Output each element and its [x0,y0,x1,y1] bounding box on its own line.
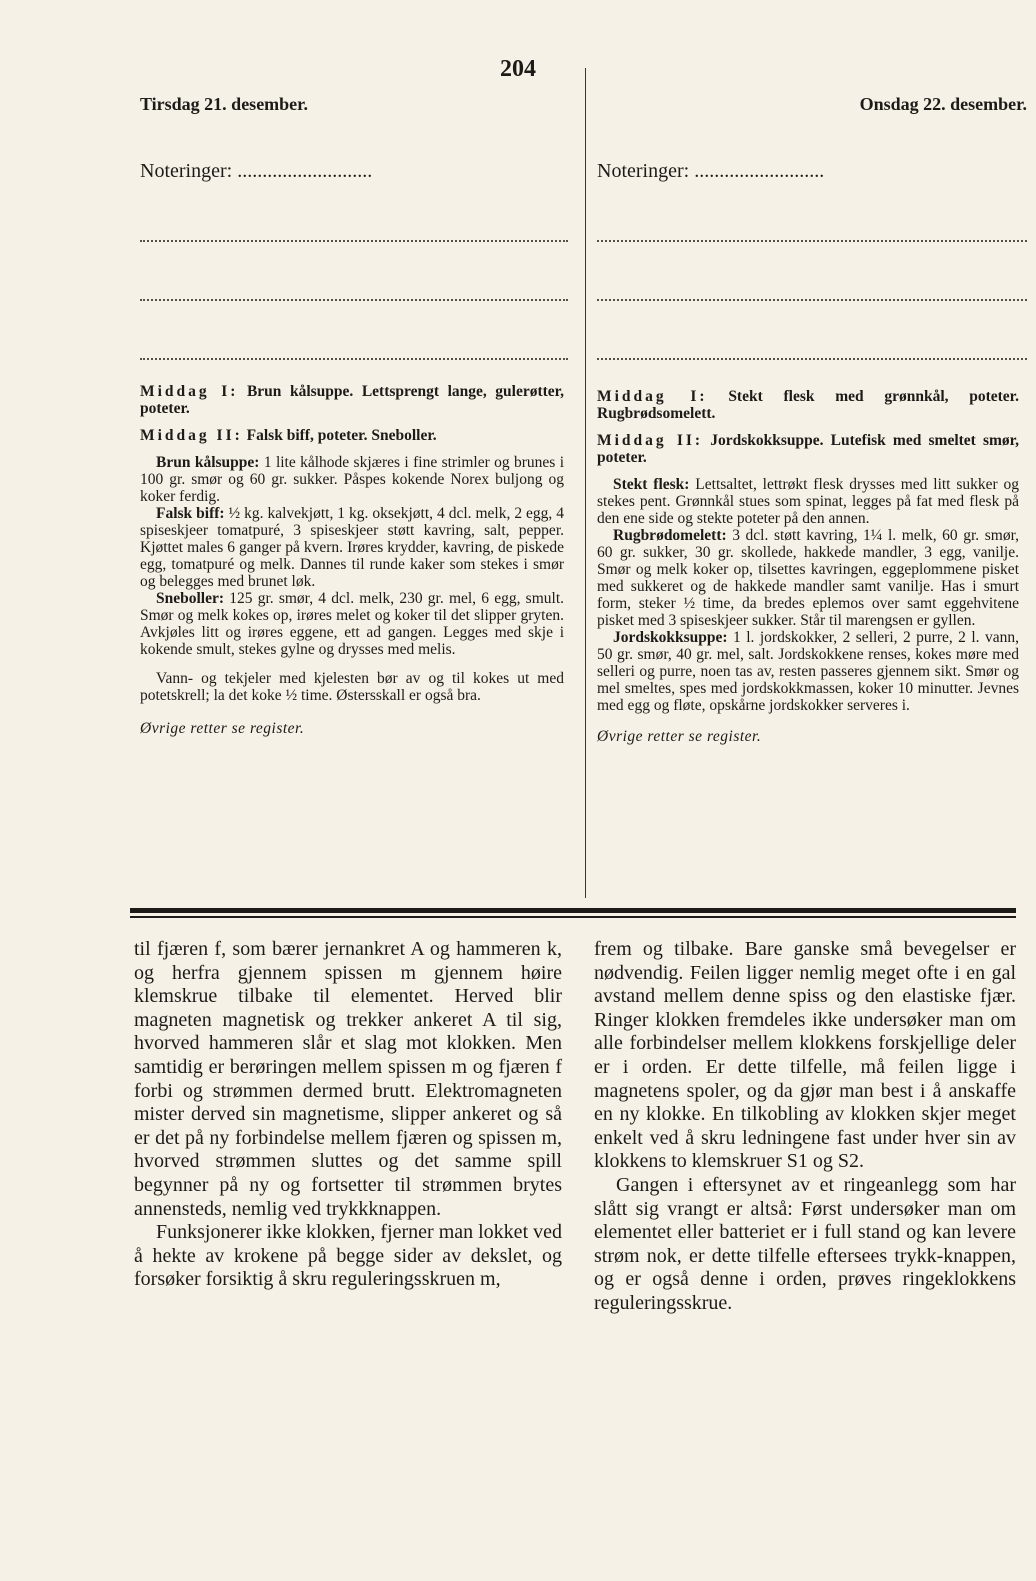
right-recipe-2-text: 3 dcl. støtt kavring, 1¼ l. melk, 60 gr. smør, 60 gr. sukker, 30 gr. skollede, hakkede mandler, 3 egg, vanilje. Smør og melk koker op, tilsettes kavringen, eggeplommene pisket med sukkeret og de hakkede mandler samt vanilje. Has i smurt form, steker ½ time, da bredes eplemos over samt eggehvitene pisket med 3 spiseskjeer sukker. Står til marengsen er gyllen. [597,527,1019,629]
left-recipe-1-name: Brun kålsuppe: [156,454,260,471]
right-recipe-3 [597,629,1019,714]
left-register-note: Øvrige retter se register. [140,719,305,737]
right-menu-1-label: Middag I: [597,388,708,405]
left-menu-2-label: Middag II: [140,427,243,444]
left-notes-line-1 [140,238,568,242]
right-menu-1 [597,388,1019,422]
right-recipe-3-text: 1 l. jordskokker, 2 selleri, 2 purre, 2 l. vann, 50 gr. smør, 40 gr. mel, salt. Jordskokkene renses, kokes møre med selleri og purre, noen tas av, resten passeres gjennem sikt. Smør og mel smeltes, spes med jordskokkmassen, koker 10 minutter. Jevnes med egg og fløte, opskårne jordskokker serveres i. [597,629,1019,714]
left-notes-line-3 [140,356,568,360]
body-text-right [594,938,1016,1316]
left-menu-1-label: Middag I: [140,383,239,400]
right-menu-1-text: Stekt flesk med grønnkål, poteter. Rugbrødsomelett. [597,388,1019,422]
left-notes-text: Noteringer: [140,160,233,182]
right-recipe-1-name: Stekt flesk: [613,476,690,493]
body-text-left [134,938,562,1292]
right-notes-line-3 [597,356,1027,360]
right-recipe-1 [597,476,1019,527]
left-household-tip: Vann- og tekjeler med kjelesten bør av og til kokes ut med potetskrell; la det koke ½ time. Østersskall er også bra. [140,670,564,704]
right-recipe-2-name: Rugbrødomelett: [613,527,727,544]
right-menu-2 [597,432,1019,466]
right-menu-2-label: Middag II: [597,432,704,449]
right-day-date: Onsdag 22. desember. [859,94,1027,114]
body-left-paragraph-2: Funksjonerer ikke klokken, fjerner man lokket ved å hekte av krokene på begge sider av dekslet, og forsøker forsiktig å skru reguleringsskruen m, [134,1221,562,1291]
column-divider [585,68,586,898]
left-recipe-1-text: 1 lite kålhode skjæres i fine strimler og brunes i 100 gr. smør og 60 gr. sukker. Påspes kokende Norex buljong og koker ferdig. [140,454,565,505]
left-menu [140,383,564,737]
body-right-paragraph-2: Gangen i eftersynet av et ringeanlegg som har slått sig vrangt er altså: Først undersøker man om elementet eller batteriet er i full stand og kan levere strøm nok, er dette tilfelle eftersees trykk-knappen, og er også denne i orden, prøves ringeklokkens reguleringsskrue. [594,1173,1016,1314]
right-menu-2-text: Jordskokksuppe. Lutefisk med smeltet smør, poteter. [597,432,1020,466]
left-menu-2 [140,427,564,444]
left-menu-1-text: Brun kålsuppe. Lettsprengt lange, gulerøtter, poteter. [140,383,565,417]
left-recipe-2 [140,505,564,590]
page-number: 204 [500,56,536,82]
right-notes-dots: .......................... [689,160,825,182]
left-menu-1 [140,383,564,417]
right-recipe-1-text: Lettsaltet, lettrøkt flesk drysses med litt sukker og stekes pent. Grønnkål stues som spinat, legges på fat med flesk på den ene side og stekte poteter på den annen. [597,476,1019,527]
left-recipe-3-text: 125 gr. smør, 4 dcl. melk, 230 gr. mel, 6 egg, smult. Smør og melk kokes op, irøres melet og koker til det slipper gryten. Avkjøles litt og irøres eggene, ett ad gangen. Legges med skje i kokende smult, stekes gylne og drysses med melis. [140,590,565,658]
right-recipe-2 [597,527,1019,629]
section-rule-thick [130,908,1016,913]
right-day-header [597,94,1027,360]
left-recipe-2-name: Falsk biff: [156,505,225,522]
left-notes-line-2 [140,297,568,301]
body-left-paragraph-1: til fjæren f, som bærer jernankret A og hammeren k, og herfra gjennem spissen m gjennem høire klemskrue tilbake til elementet. Herved blir magneten magnetisk og trekker ankeret A til sig, hvorved hammeren slår et slag mot klokken. Men samtidig er berøringen mellem spissen m og fjæren f forbi og strømmen dermed brutt. Elektromagneten mister derved sin magnetisme, slipper ankeret og så er det på ny forbindelse mellem fjæren og spissen m, hvorved strømmen sluttes og det samme spill begynner på ny og fortsetter til strømmen brytes annensteds, nemlig ved trykkknappen. [134,938,562,1220]
right-notes-text: Noteringer: [597,160,690,182]
left-day-date: Tirsdag 21. desember. [140,94,309,114]
right-notes-line-2 [597,297,1027,301]
right-notes-label [597,160,1027,183]
body-right-paragraph-1: frem og tilbake. Bare ganske små bevegelser er nødvendig. Feilen ligger nemlig meget ofte i en gal avstand mellem denne spiss og den elastiske fjær. Ringer klokken fremdeles ikke undersøker man om alle forbindelser mellem klokkens forskjellige deler er i orden. Er dette tilfelle, må feilen ligge i magnetens spoler, og da gjør man best i å anskaffe en ny klokke. En tilkobling av klokken skjer meget enkelt ved å skru ledningene fast under hver sin av klokkens to klemskruer S1 og S2. [594,938,1016,1173]
left-day-header [140,94,568,360]
left-notes-dots: ........................... [232,160,373,182]
right-register-note: Øvrige retter se register. [597,728,762,745]
left-notes-label [140,160,568,183]
right-menu [597,388,1019,745]
right-notes-line-1 [597,238,1027,242]
left-recipe-3-name: Sneboller: [156,590,225,607]
left-menu-2-text: Falsk biff, poteter. Sneboller. [246,427,437,444]
right-recipe-3-name: Jordskokksuppe: [613,629,728,646]
left-recipe-2-text: ½ kg. kalvekjøtt, 1 kg. oksekjøtt, 4 dcl. melk, 2 egg, 4 spiseskjeer tomatpuré, 3 spiseskjeer støtt kavring, salt, pepper. Kjøttet males 6 ganger på kvern. Irøres krydder, kavring, de piskede egg, tomatpuré og melk. Dannes til runde kaker som stekes i smør og belegges med brunet løk. [140,505,565,590]
left-recipe-3 [140,590,564,658]
left-recipe-1 [140,454,564,505]
section-rule-thin [130,916,1016,918]
